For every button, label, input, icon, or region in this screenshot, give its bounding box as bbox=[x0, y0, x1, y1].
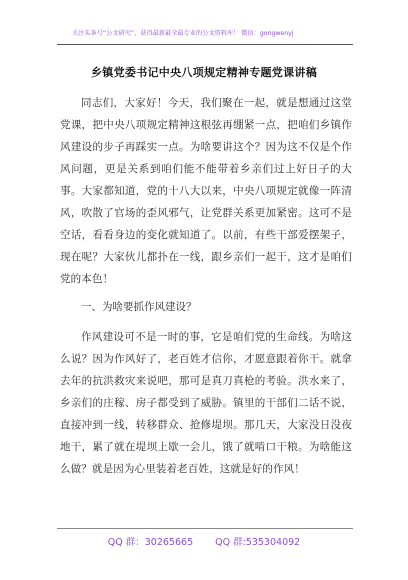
footer bbox=[0, 534, 408, 548]
header-banner: 关注头条号“公文研究”，获得最新最全最专业的公文资料库！ 微信：gongwenyj bbox=[72, 30, 294, 37]
section-heading: 一、为啥要抓作风建设？ bbox=[81, 301, 197, 313]
footer-qq-group-2: QQ 群:535304092 bbox=[215, 537, 301, 548]
footer-divider bbox=[57, 528, 353, 529]
footer-qq-group-1: QQ 群：30265665 bbox=[107, 537, 194, 548]
section-paragraph: 作风建设可不是一时的事，它是咱们党的生命线。为啥这么说？因为作风好了，老百姓才信你，才愿意跟着你干。就拿去年的抗洪救灾来说吧，那可是真刀真枪的考验。洪水来了，乡亲们的庄稼、房子都受到了威胁。镇里的干部们二话不说，直接冲到一线，转移群众、抢修堤坝。那几天，大家没日没夜地干，累了就在堤坝上歇一会儿，饿了就啃口干粮。为啥能这么做？就是因为心里装着老百姓，这就是好的作风！ bbox=[60, 331, 352, 475]
document-body bbox=[60, 92, 352, 480]
document-title: 乡镇党委书记中央八项规定精神专题党课讲稿 bbox=[91, 66, 317, 79]
intro-paragraph: 同志们，大家好！今天，我们聚在一起，就是想通过这堂党课，把中央八项规定精神这根弦再绷紧一点，把咱们乡镇作风建设的步子再踩实一点。为啥要讲这个？因为这不仅是个作风问题，更是关系到咱们能不能带着乡亲们过上好日子的大事。大家都知道，党的十八大以来，中央八项规定就像一阵清风，吹散了官场的歪风邪气，让党群关系更加紧密。这可不是空话，看看身边的变化就知道了。以前，有些干部爱摆架子，现在呢？大家伙儿都扑在一线，跟乡亲们一起干，这才是咱们党的本色！ bbox=[60, 97, 352, 285]
header-divider bbox=[57, 44, 353, 45]
